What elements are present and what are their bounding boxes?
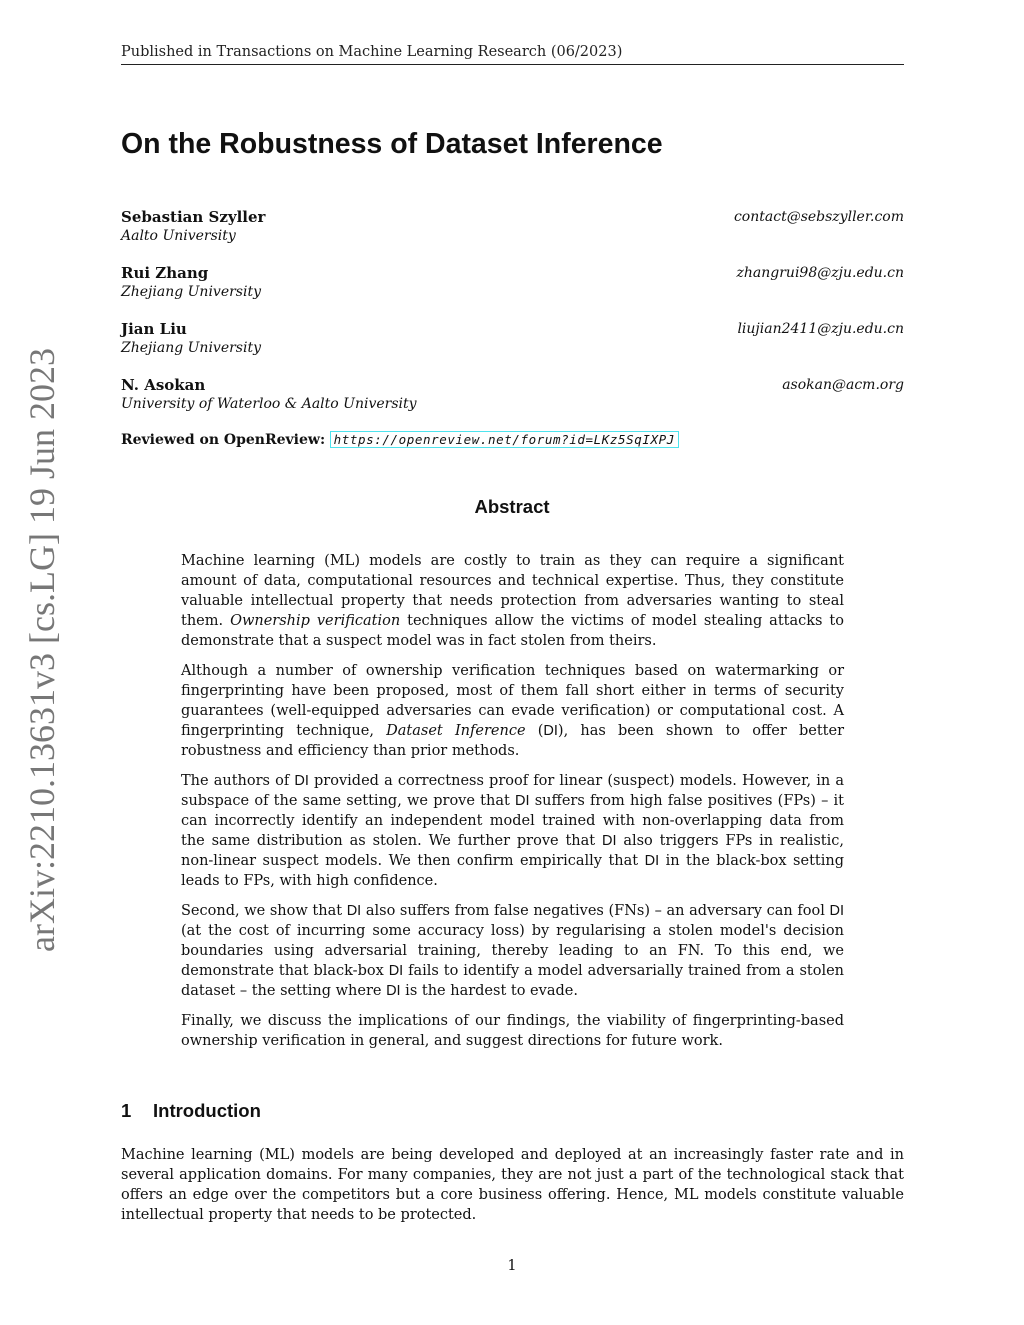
section-heading (121, 1100, 261, 1122)
di-acronym: DI (294, 773, 309, 789)
abstract-body (181, 551, 844, 1061)
author-email: contact@sebszyller.com (733, 209, 904, 225)
intro-body (121, 1145, 904, 1225)
abstract-paragraph: Finally, we discuss the implications of our findings, the viability of fingerprinting-based ownership verification in general, and suggest directions for future work. (181, 1013, 844, 1049)
author-email: asokan@acm.org (782, 377, 904, 393)
abstract-paragraph: Although a number of ownership verification techniques based on watermarking or fingerprinting have been proposed, most of them fall short either in terms of security guarantees (well-equipped adversaries can evade verification) or computational cost. A fingerprinting technique, Dataset Inference (DI), has been shown to offer better robustness and efficiency than prior methods. (181, 663, 844, 759)
author-name: N. Asokan (121, 376, 206, 394)
paper-title: On the Robustness of Dataset Inference (121, 128, 663, 160)
author-block (121, 208, 904, 250)
author-email: liujian2411@zju.edu.cn (737, 321, 904, 337)
author-affiliation: University of Waterloo & Aalto University (121, 396, 417, 412)
di-acronym: DI (601, 833, 617, 849)
arxiv-id-text: arXiv:2210.13631v3 [cs.LG] 19 Jun 2023 (22, 348, 62, 952)
emphasis-term: Ownership verification (230, 613, 401, 629)
author-affiliation: Zhejiang University (121, 284, 261, 300)
emphasis-term: Dataset Inference (386, 723, 526, 739)
abstract-paragraph: Second, we show that DI also suffers from false negatives (FNs) – an adversary can fool DI (at the cost of incurring some accuracy loss) by regularising a stolen model's decision boundaries using adversarial training, thereby leading to an FN. To this end, we demonstrate that black-box DI fails to identify a model adversarially trained from a stolen dataset – the setting where DI is the hardest to evade. (181, 903, 844, 999)
abstract-heading: Abstract (474, 496, 550, 517)
intro-paragraph: Machine learning (ML) models are being developed and deployed at an increasingly faster rate and in several application domains. For many companies, they are not just a part of the technological stack that offers an edge over the competitors but a core business offering. Hence, ML models constitute valuable intellectual property that needs to be protected. (121, 1147, 904, 1223)
author-email: zhangrui98@zju.edu.cn (736, 265, 904, 281)
di-acronym: DI (388, 963, 404, 979)
author-name: Rui Zhang (121, 264, 209, 282)
author-block (121, 320, 904, 362)
openreview-line (121, 432, 679, 448)
abstract-paragraph: The authors of DI provided a correctness proof for linear (suspect) models. However, in a subspace of the same setting, we prove that DI suffers from high false positives (FPs) – it can incorrectly identify an independent model trained with non-overlapping data from the same distribution as stolen. We further prove that DI also triggers FPs in realistic, non-linear suspect models. We then confirm empirically that DI in the black-box setting leads to FPs, with high confidence. (181, 773, 845, 889)
di-acronym: DI (829, 903, 844, 919)
di-acronym: DI (515, 793, 530, 809)
journal-header: Published in Transactions on Machine Learning Research (06/2023) (121, 44, 904, 65)
section-number: 1 (121, 1100, 132, 1121)
openreview-label: Reviewed on OpenReview: (121, 432, 326, 448)
di-acronym: DI (644, 853, 660, 869)
author-name: Sebastian Szyller (121, 208, 266, 226)
page-number: 1 (507, 1258, 517, 1274)
di-acronym: DI (543, 723, 558, 739)
author-block (121, 376, 904, 418)
author-name: Jian Liu (121, 320, 187, 338)
openreview-link[interactable]: https://openreview.net/forum?id=LKz5SqIXPJ (330, 431, 679, 448)
di-acronym: DI (346, 903, 362, 919)
author-block (121, 264, 904, 306)
author-affiliation: Aalto University (121, 228, 236, 244)
di-acronym: DI (386, 983, 401, 999)
abstract-paragraph: Machine learning (ML) models are costly to train as they can require a significant amount of data, computational resources and technical expertise. Thus, they constitute valuable intellectual property that needs protection from adversaries wanting to steal them. Ownership verification techniques allow the victims of model stealing attacks to demonstrate that a suspect model was in fact stolen from theirs. (181, 553, 844, 649)
author-affiliation: Zhejiang University (121, 340, 261, 356)
section-title: Introduction (153, 1100, 261, 1121)
